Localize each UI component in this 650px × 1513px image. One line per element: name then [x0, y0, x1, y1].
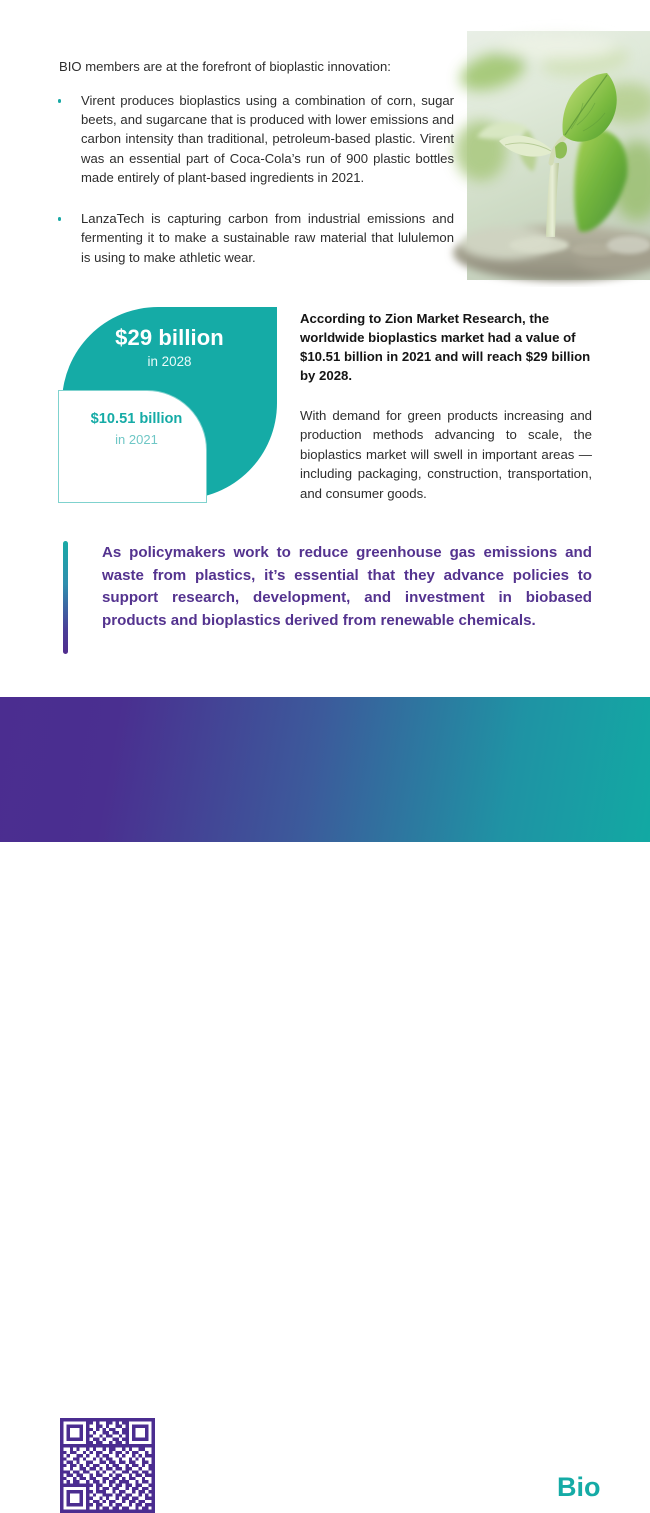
footer-banner: [0, 697, 650, 1502]
qr-code-artwork: [60, 1418, 155, 1513]
bio-logo-wordmark: Bio: [557, 1472, 601, 1502]
market-headline: According to Zion Market Research, the worldwide bioplastics market had a value of $10.51 billion in 2021 and will reach $29 billion by 2028.: [300, 311, 591, 383]
seedling-photo: [467, 31, 650, 280]
list-item: [54, 209, 454, 267]
bullet-list: [54, 91, 454, 285]
bullet-dot-icon: [58, 217, 61, 220]
list-item-text: Virent produces bioplastics using a combination of corn, sugar beets, and sugarcane that is produced with lower emissions and carbon intensity than traditional, petroleum-based plastic. Virent was an essential part of Coca-Cola’s run of 900 plastic bottles made entirely of plant-based ingredients in 2021.: [81, 93, 454, 185]
stat-2021-year: in 2021: [115, 432, 158, 447]
list-item: [54, 91, 454, 187]
market-value-infographic: [62, 307, 277, 499]
bio-logo[interactable]: [549, 1444, 615, 1506]
stat-2021-value: $10.51 billion: [90, 411, 183, 427]
stat-2028-year: in 2028: [147, 354, 192, 369]
bullet-dot-icon: [58, 99, 61, 102]
market-body: With demand for green products increasing and production methods advancing to scale, the bioplastics market will swell in important areas — including packaging, construction, transportation, and consumer goods.: [300, 408, 592, 501]
qr-code[interactable]: [60, 1418, 155, 1513]
seedling-photo-artwork: [467, 31, 650, 280]
quote-text: As policymakers work to reduce greenhouse gas emissions and waste from plastics, it’s essential that they advance policies to support research, development, and investment in biobased products and bioplastics derived from renewable chemicals.: [102, 544, 592, 629]
stat-2028-value: $29 billion: [115, 325, 224, 350]
bio-logo-artwork: [549, 1444, 615, 1506]
list-item-text: LanzaTech is capturing carbon from industrial emissions and fermenting it to make a sustainable raw material that lululemon is using to make athletic wear.: [81, 211, 454, 265]
quote-accent-bar: [63, 541, 68, 654]
intro-lead: BIO members are at the forefront of bioplastic innovation:: [59, 59, 391, 74]
footer-cta-text: Learn more about BIO’s work to advance other sustainable material solutions at BIO.org.: [174, 1443, 339, 1490]
